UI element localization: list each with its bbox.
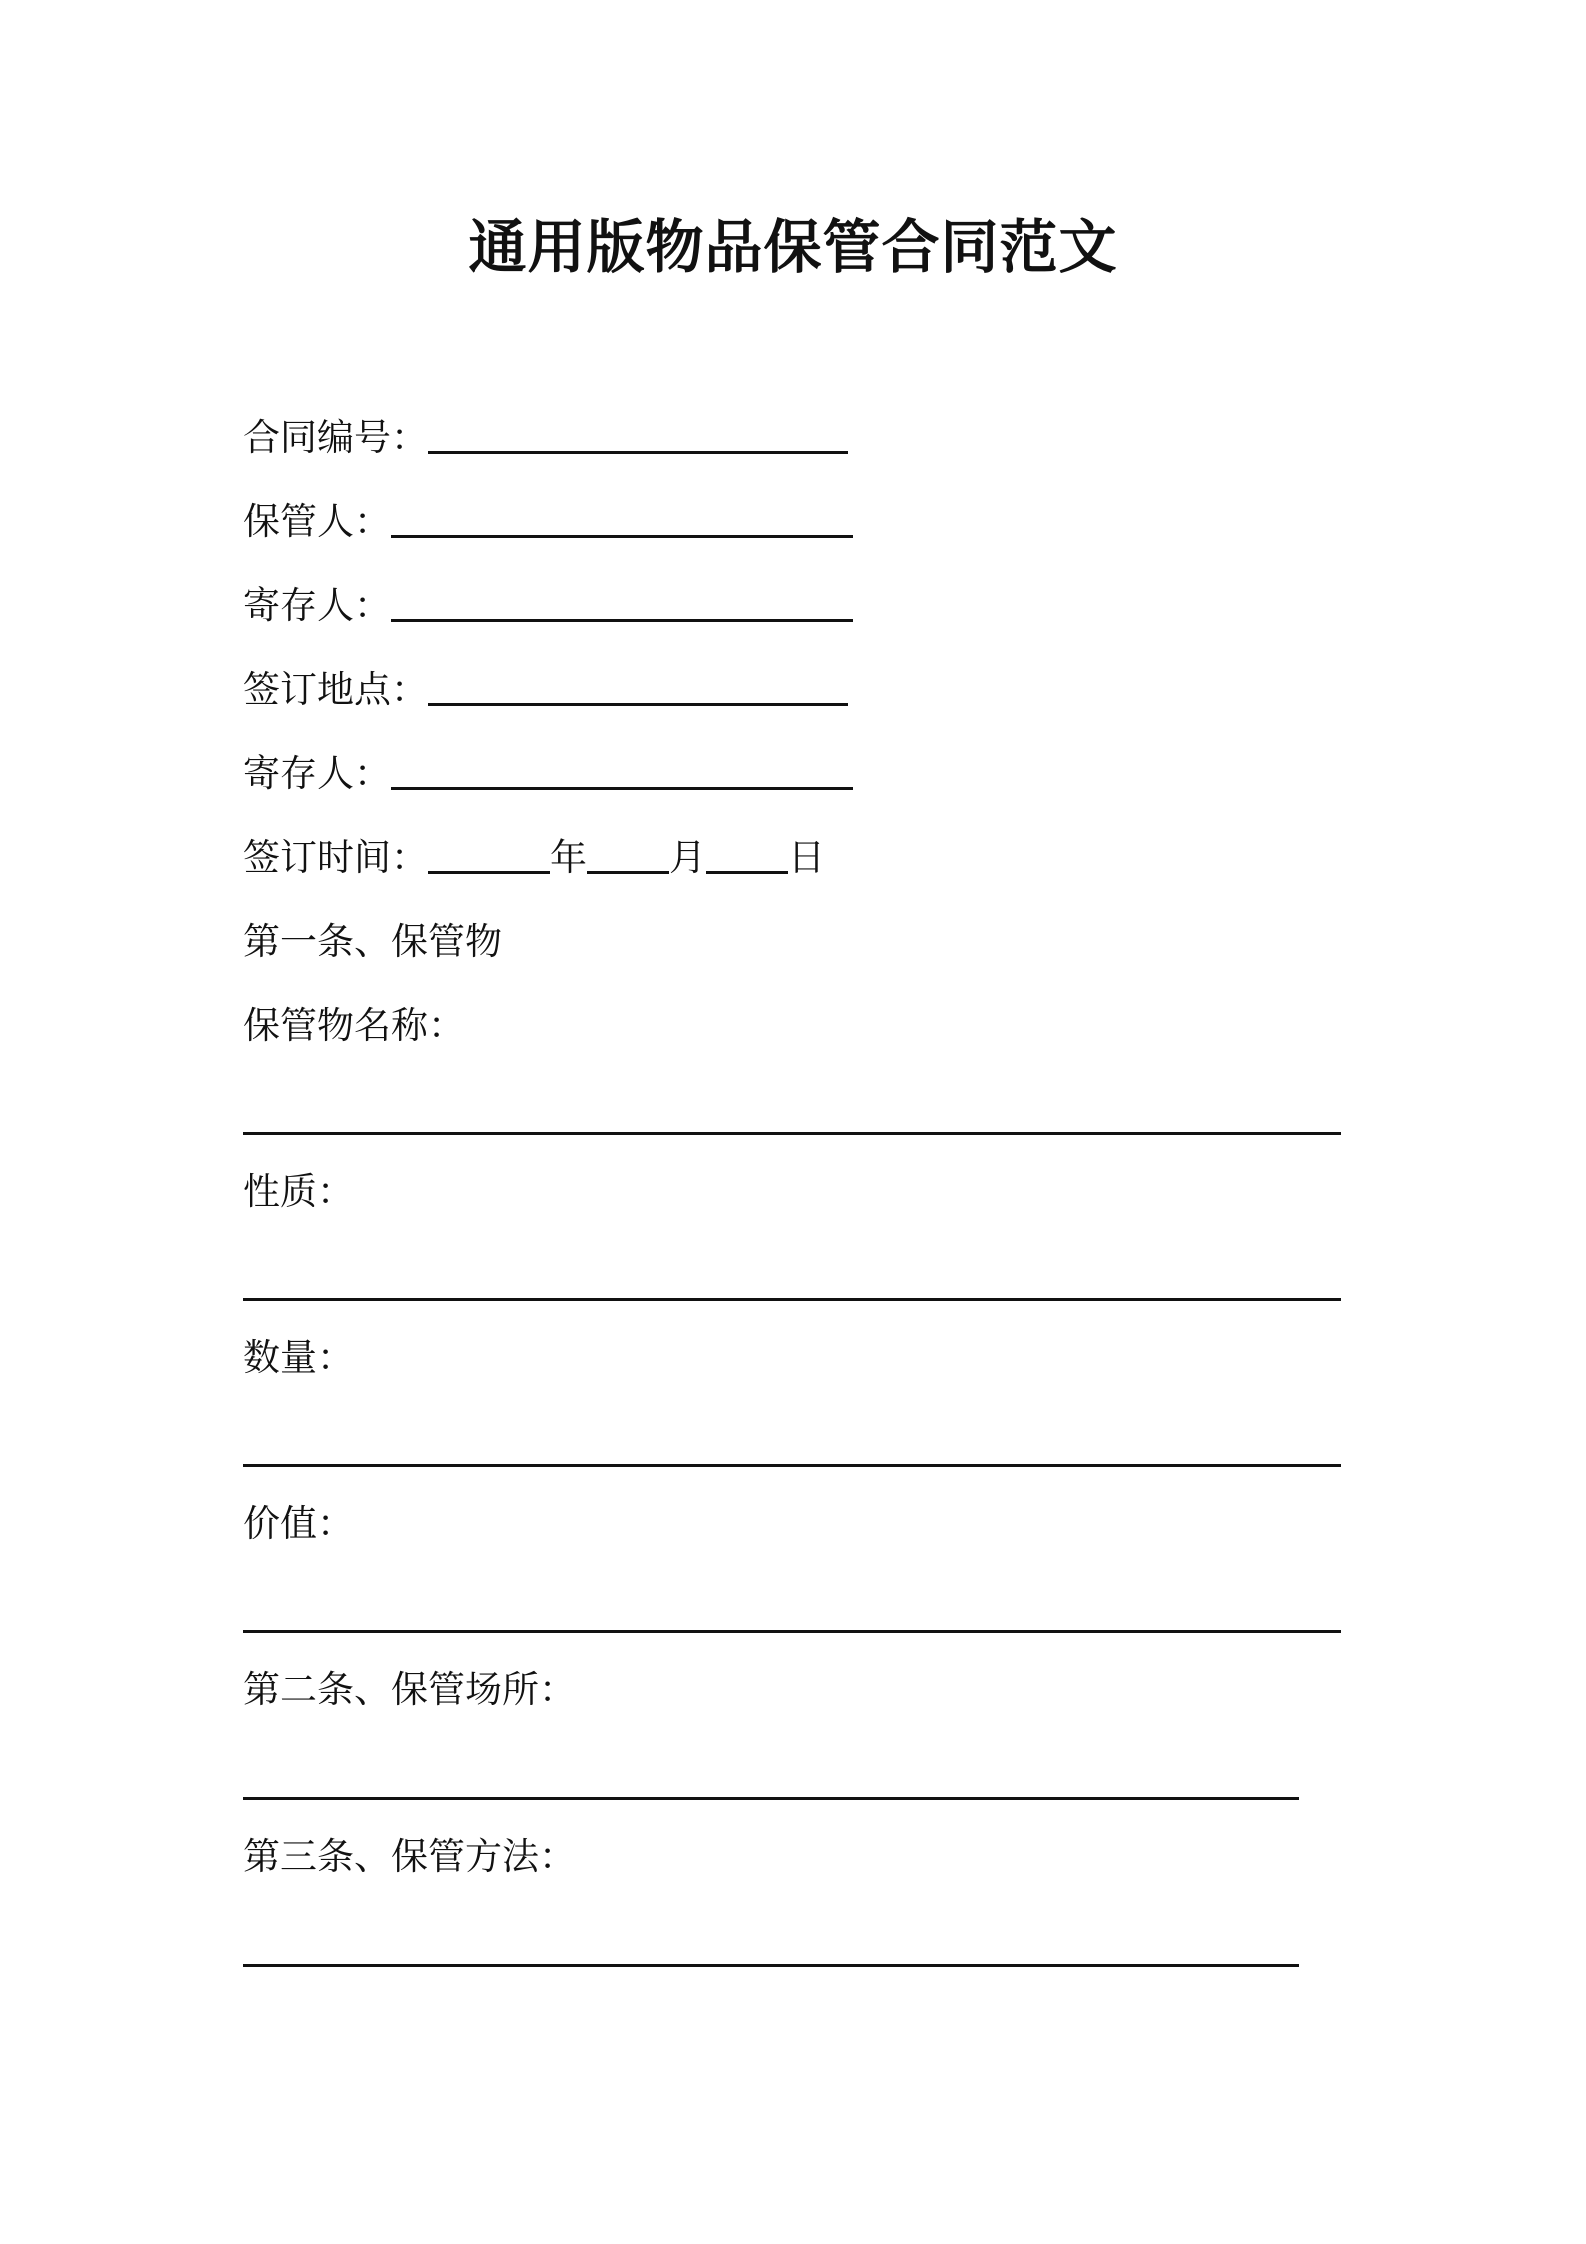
article-1-heading	[243, 918, 502, 966]
article-3-heading-text: 第三条、保管方法：	[243, 1835, 576, 1878]
value-field	[243, 1500, 354, 1548]
article-1-heading-text: 第一条、保管物	[243, 920, 502, 963]
storage-method-blank[interactable]	[243, 1964, 1299, 1967]
nature-blank[interactable]	[243, 1298, 1341, 1301]
month-blank[interactable]	[587, 837, 669, 874]
quantity-label: 数量：	[243, 1336, 354, 1379]
item-name-field	[243, 1002, 465, 1050]
quantity-field	[243, 1334, 354, 1382]
contract-number-label: 合同编号：	[243, 416, 428, 459]
value-blank[interactable]	[243, 1630, 1341, 1633]
contract-number-field	[243, 414, 848, 462]
signing-date-field	[243, 834, 825, 882]
article-3-heading	[243, 1833, 576, 1881]
year-unit: 年	[550, 836, 587, 879]
value-label: 价值：	[243, 1502, 354, 1545]
page-title: 通用版物品保管合同范文	[468, 213, 1118, 281]
custodian-label: 保管人：	[243, 500, 391, 543]
custodian-field	[243, 498, 853, 546]
custodian-blank[interactable]	[391, 501, 853, 538]
signing-date-label: 签订时间：	[243, 836, 428, 879]
depositor-field-2	[243, 750, 853, 798]
item-name-label: 保管物名称：	[243, 1004, 465, 1047]
depositor-label: 寄存人：	[243, 584, 391, 627]
depositor-blank-2[interactable]	[391, 753, 853, 790]
day-unit: 日	[788, 836, 825, 879]
nature-label: 性质：	[243, 1170, 354, 1213]
signing-place-label: 签订地点：	[243, 668, 428, 711]
item-name-blank[interactable]	[243, 1132, 1341, 1135]
depositor-label-2: 寄存人：	[243, 752, 391, 795]
signing-place-field	[243, 666, 848, 714]
contract-number-blank[interactable]	[428, 417, 848, 454]
year-blank[interactable]	[428, 837, 550, 874]
nature-field	[243, 1168, 354, 1216]
storage-place-blank[interactable]	[243, 1797, 1299, 1800]
article-2-heading-text: 第二条、保管场所：	[243, 1668, 576, 1711]
day-blank[interactable]	[706, 837, 788, 874]
depositor-field	[243, 582, 853, 630]
quantity-blank[interactable]	[243, 1464, 1341, 1467]
article-2-heading	[243, 1666, 576, 1714]
month-unit: 月	[669, 836, 706, 879]
depositor-blank[interactable]	[391, 585, 853, 622]
signing-place-blank[interactable]	[428, 669, 848, 706]
